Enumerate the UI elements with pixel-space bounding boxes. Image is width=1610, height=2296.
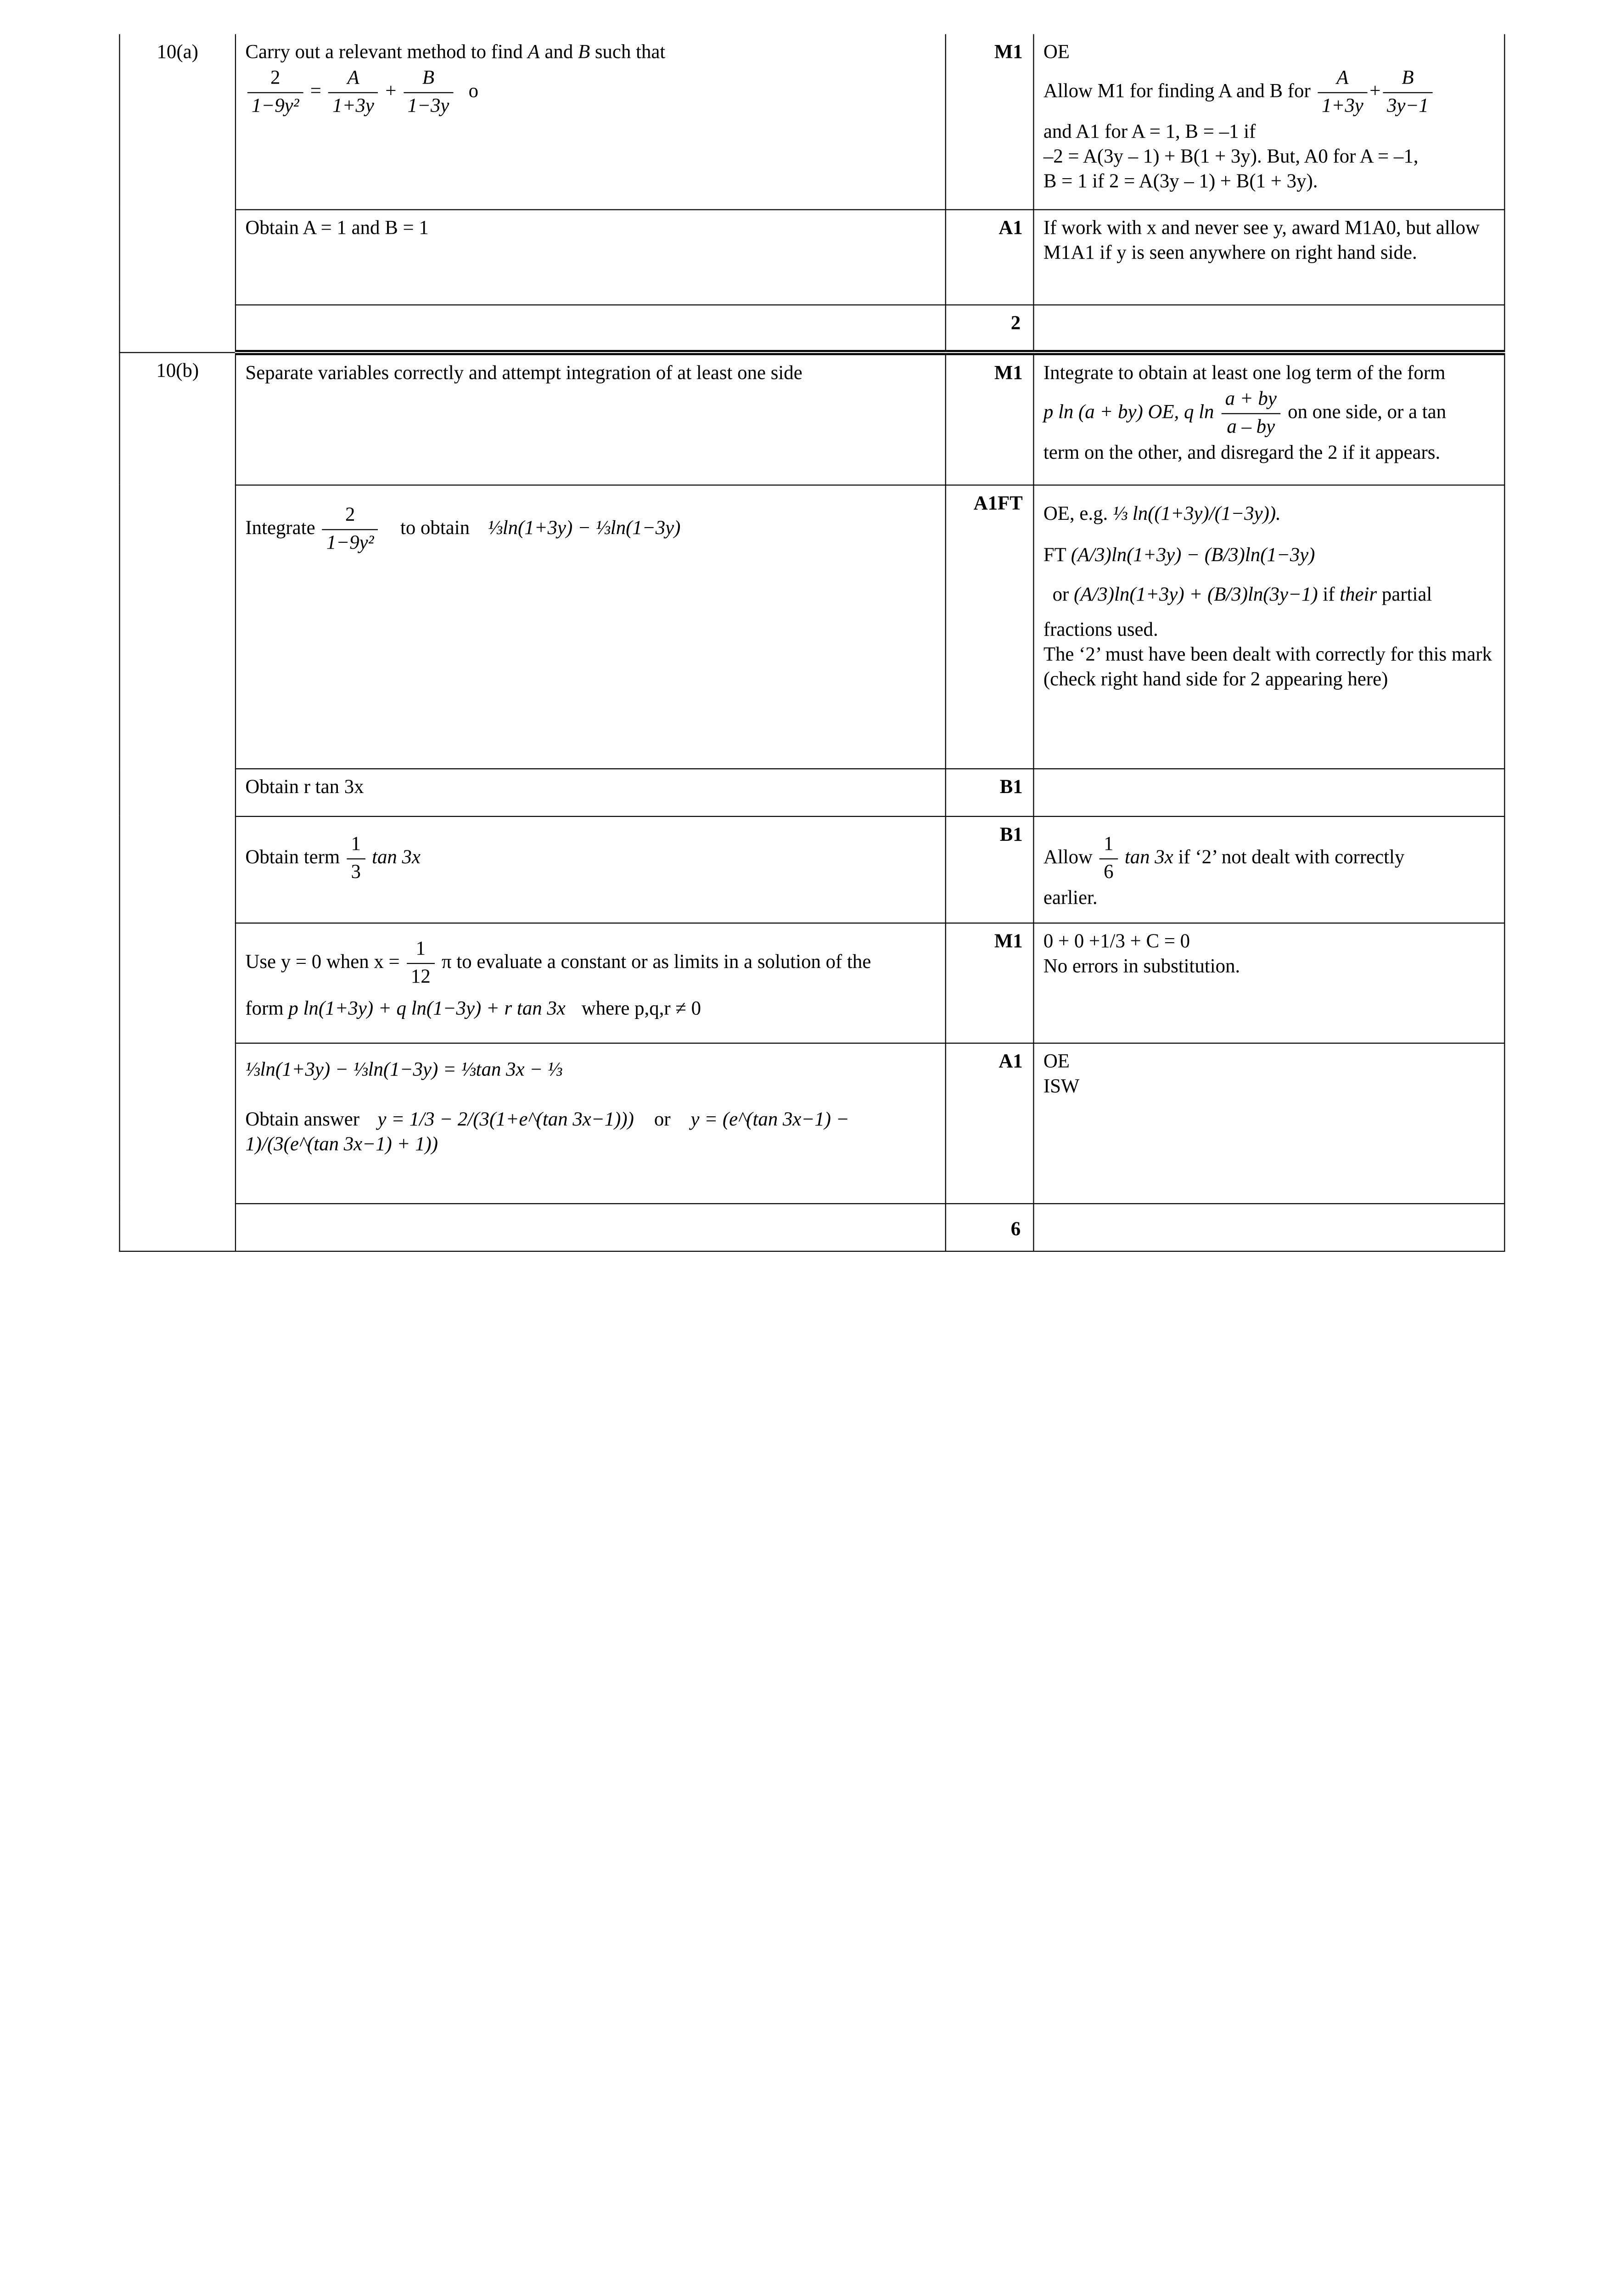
empty-cell xyxy=(1033,304,1504,352)
answer-cell: Integrate $\frac{2}{\text{1−9y²}}$ to obtain ⅓ln(1+3y) − ⅓ln(1−3y) xyxy=(236,484,946,768)
question-number-10b: 10(b) xyxy=(119,352,236,1251)
mark-code: A1 xyxy=(946,1043,1034,1203)
empty-cell xyxy=(236,304,946,352)
guidance-cell: OE Allow M1 for finding A and B for $\frac{A}{1+3y}$ + $\frac{B}{3y-1}$ and A1 for A = 1, B = –1 if –2 = A(3y – 1) + B(1 + 3y). But, A0 for A = –1, B = 1 if 2 = A(3y – 1) + B(1 + 3y). xyxy=(1033,34,1504,209)
total-marks: 2 xyxy=(946,304,1034,352)
partial-fraction-equation: $\frac{2}{\text{1−9y²}}$ = $\frac{A}{1+3y}$ + $\frac{B}{1-3y}$ o xyxy=(245,65,936,120)
table-row xyxy=(119,34,1504,209)
mark-scheme-table xyxy=(119,34,1505,1251)
guidance-cell: Integrate to obtain at least one log term of the form p ln (a + by) OE, q ln $\frac{a + by}{a - by}$ on one side, or a tan term on the other, and disregard the 2 if it appears. xyxy=(1033,352,1504,485)
mark-code: A1FT xyxy=(946,484,1034,768)
answer-text: Obtain A = 1 and B = 1 xyxy=(236,209,946,304)
table-row xyxy=(119,209,1504,304)
empty-cell xyxy=(236,1203,946,1251)
mark-code: B1 xyxy=(946,816,1034,923)
table-row xyxy=(119,352,1504,485)
table-row xyxy=(119,484,1504,768)
mark-code: M1 xyxy=(946,352,1034,485)
answer-text: Carry out a relevant method to find A and B such that xyxy=(245,41,666,63)
table-row xyxy=(119,923,1504,1043)
answer-text: Separate variables correctly and attempt integration of at least one side xyxy=(236,352,946,485)
guidance-cell: 0 + 0 +1/3 + C = 0 No errors in substitution. xyxy=(1033,923,1504,1043)
question-number-10a: 10(a) xyxy=(119,34,236,352)
total-marks: 6 xyxy=(946,1203,1034,1251)
total-row xyxy=(119,1203,1504,1251)
answer-cell: Obtain term $\frac{1}{3}$ tan 3x xyxy=(236,816,946,923)
answer-cell: ⅓ln(1+3y) − ⅓ln(1−3y) = ⅓tan 3x − ⅓ Obtain answer y = 1/3 − 2/(3(1+e^(tan 3x−1))) or y = (e^(tan 3x−1) − 1)/(3(e^(tan 3x−1) + 1)) xyxy=(236,1043,946,1203)
mark-code: B1 xyxy=(946,768,1034,816)
answer-text: Obtain r tan 3x xyxy=(236,768,946,816)
integration-result: ⅓ln(1+3y) − ⅓ln(1−3y) xyxy=(488,517,681,539)
table-row xyxy=(119,768,1504,816)
mark-code: M1 xyxy=(946,34,1034,209)
table-row xyxy=(119,1043,1504,1203)
guidance-cell: OE ISW xyxy=(1033,1043,1504,1203)
answer-cell: Use y = 0 when x = $\frac{1}{12}$ π to evaluate a constant or as limits in a solution of the form p ln(1+3y) + q ln(1−3y) + r tan 3x where p,q,r ≠ 0 xyxy=(236,923,946,1043)
guidance-cell: Allow $\frac{1}{6}$ tan 3x if ‘2’ not dealt with correctly earlier. xyxy=(1033,816,1504,923)
empty-cell xyxy=(1033,1203,1504,1251)
guidance-cell: OE, e.g. ⅓ ln((1+3y)/(1−3y)). FT (A/3)ln(1+3y) − (B/3)ln(1−3y) or (A/3)ln(1+3y) + (B/3)ln(3y−1) if their partial fractions used. The ‘2’ must have been dealt with correctly for this mark (check right hand side for 2 appearing here) xyxy=(1033,484,1504,768)
total-row xyxy=(119,304,1504,352)
table-row xyxy=(119,816,1504,923)
answer-cell xyxy=(236,34,946,209)
empty-cell xyxy=(1033,768,1504,816)
guidance-text: If work with x and never see y, award M1A0, but allow M1A1 if y is seen anywhere on right hand side. xyxy=(1033,209,1504,304)
mark-code: M1 xyxy=(946,923,1034,1043)
mark-code: A1 xyxy=(946,209,1034,304)
